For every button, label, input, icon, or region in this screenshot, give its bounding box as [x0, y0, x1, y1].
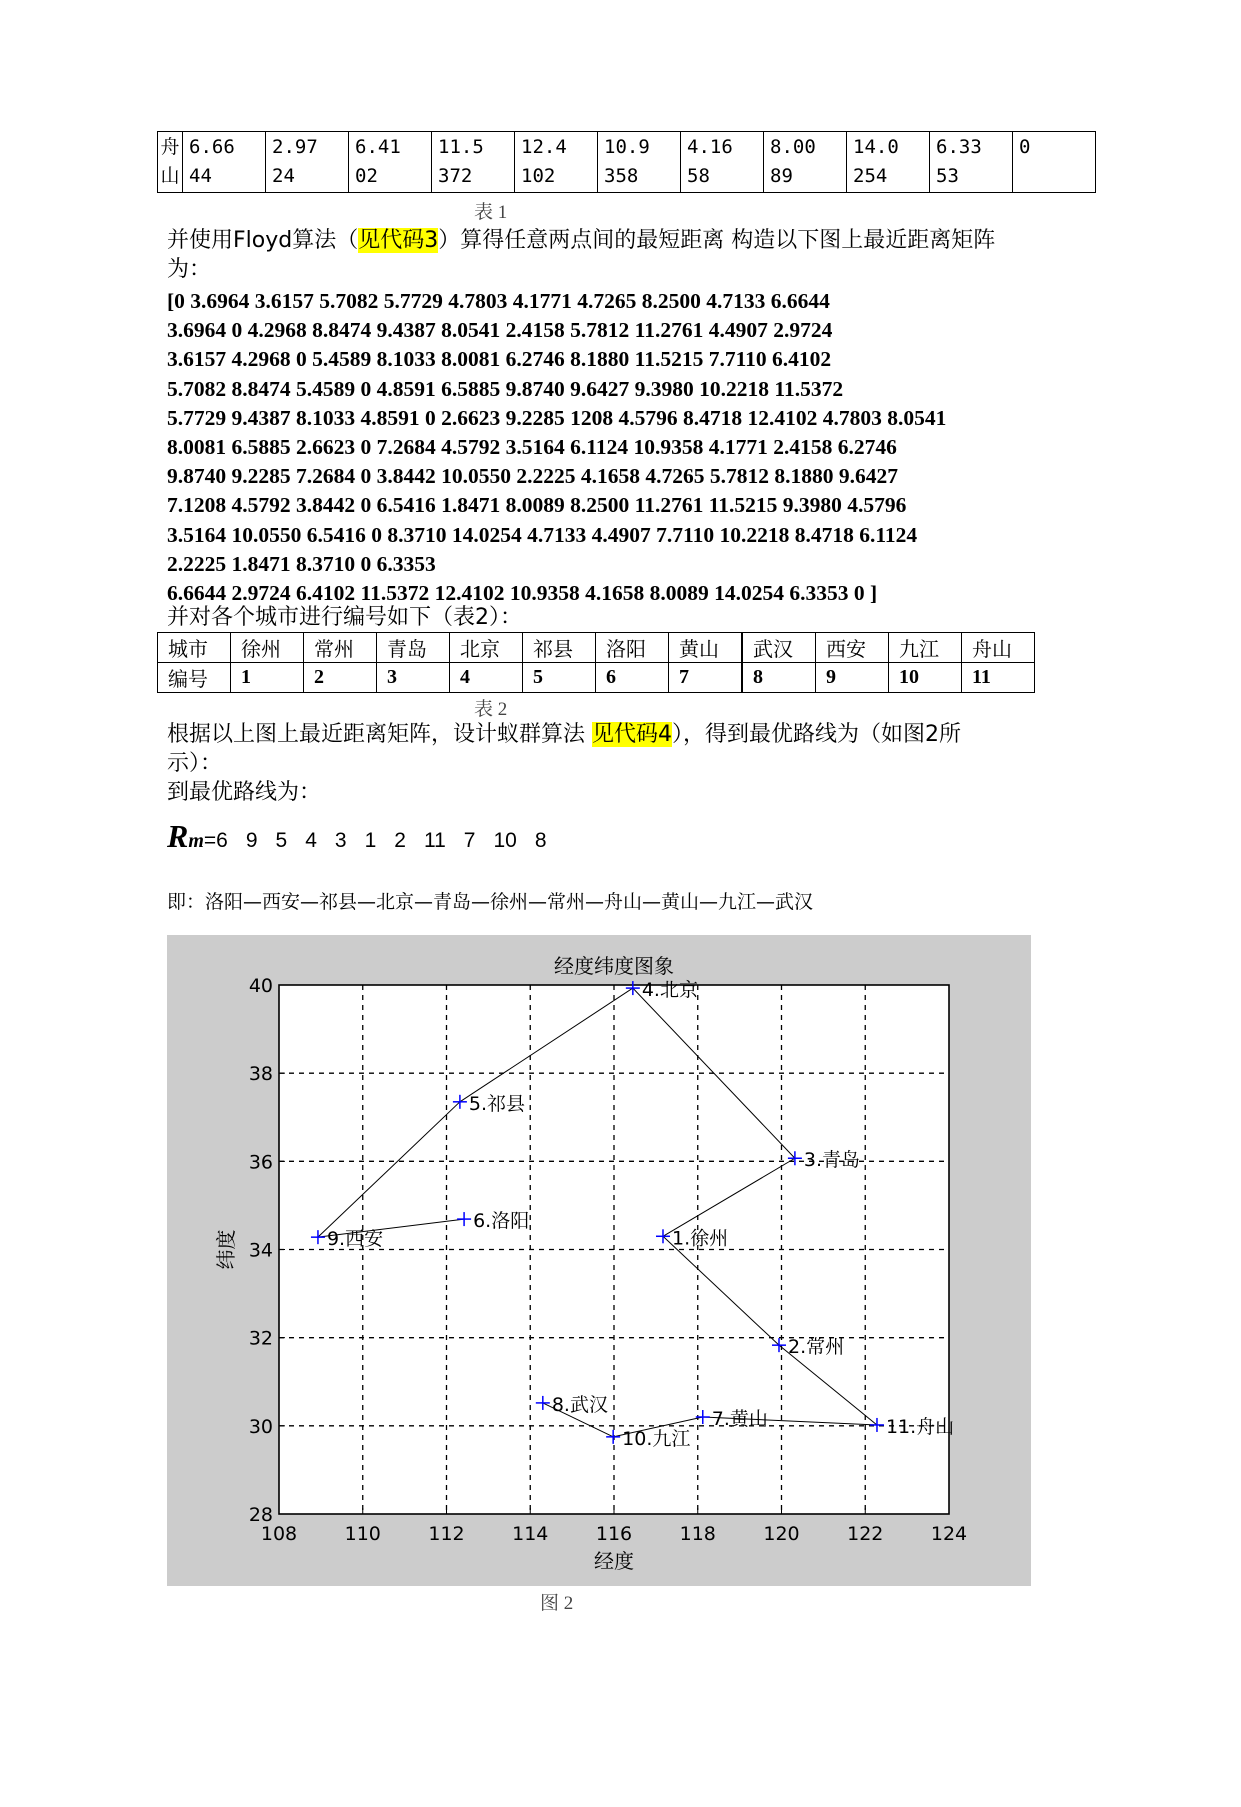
city-label: 11.舟山 — [885, 1415, 955, 1438]
distance-table-row-zhoushan — [157, 131, 1096, 193]
cell-line1: 4.16 — [687, 136, 733, 158]
cell-line1: 0 — [1019, 136, 1031, 158]
cell-line1: 6.41 — [355, 136, 401, 158]
table-cell — [681, 132, 764, 193]
table-cell — [349, 132, 432, 193]
row-label — [158, 132, 183, 193]
table-cell — [1013, 132, 1096, 193]
cell-line1: 6.33 — [936, 136, 982, 158]
table1-caption: 表 1 — [474, 202, 508, 223]
cell-line2: 24 — [272, 165, 295, 187]
para3-line2: 示）： — [167, 751, 223, 776]
para3-text-after: ），得到最优路线为（如图2所 — [672, 722, 961, 747]
numbering-paragraph: 并对各个城市进行编号如下（表2）： — [167, 605, 522, 630]
route-step: 10 — [493, 829, 517, 852]
cell-line2: 89 — [770, 165, 793, 187]
matrix-line: [0 3.6964 3.6157 5.7082 5.7729 4.7803 4.1771 4.7265 8.2500 4.7133 6.6644 — [167, 289, 830, 313]
city-cell: 洛阳 — [596, 633, 669, 663]
lat-lon-chart — [167, 935, 1031, 1586]
y-tick-label: 40 — [248, 975, 273, 997]
city-label: 2.常州 — [787, 1336, 845, 1359]
cell-line2: 02 — [355, 165, 378, 187]
route-step: 11 — [423, 829, 446, 852]
figure-panel — [167, 935, 1031, 1586]
matrix-line: 8.0081 6.5885 2.6623 0 7.2684 4.5792 3.5164 6.1124 10.9358 4.1771 2.4158 6.2746 — [167, 435, 897, 460]
cell-line1: 2.97 — [272, 136, 318, 158]
cell-line2: 358 — [604, 165, 639, 187]
code4-highlight: 见代码4 — [592, 722, 672, 747]
row-label-line2: 山 — [160, 165, 180, 187]
city-label: 3.青岛 — [803, 1149, 861, 1172]
cell-line2: 53 — [936, 165, 959, 187]
city-cell: 祁县 — [523, 633, 596, 663]
matrix-line: 9.8740 9.2285 7.2684 0 3.8442 10.0550 2.2225 4.1658 4.7265 5.7812 8.1880 9.6427 — [167, 464, 898, 489]
city-cell: 舟山 — [962, 633, 1035, 663]
x-tick-label: 116 — [595, 1523, 633, 1545]
city-cell: 徐州 — [231, 633, 304, 663]
number-cell: 4 — [450, 663, 523, 693]
number-cell: 8 — [742, 663, 816, 693]
x-tick-label: 122 — [847, 1523, 884, 1545]
y-tick-label: 28 — [248, 1504, 273, 1526]
matrix-line: 5.7082 8.8474 5.4589 0 4.8591 6.5885 9.8740 9.6427 9.3980 10.2218 11.5372 — [167, 376, 844, 401]
code3-highlight: 见代码3 — [358, 228, 439, 253]
route-equals: = — [203, 829, 217, 852]
city-number-table — [157, 632, 1035, 693]
cell-line2: 102 — [521, 165, 556, 187]
cell-line1: 8.00 — [770, 136, 816, 158]
table-cell — [598, 132, 681, 193]
x-axis-label: 经度 — [594, 1549, 634, 1573]
x-tick-label: 112 — [428, 1523, 465, 1545]
cell-line1: 11.5 — [438, 136, 484, 158]
distance-matrix — [167, 287, 946, 608]
route-sequence — [216, 829, 564, 852]
y-tick-label: 30 — [248, 1415, 273, 1438]
x-tick-label: 124 — [930, 1523, 968, 1545]
matrix-line: 7.1208 4.5792 3.8442 0 6.5416 1.8471 8.0089 8.2500 11.2761 11.5215 9.3980 4.5796 — [167, 493, 907, 518]
x-tick-label: 114 — [512, 1523, 549, 1545]
route-step: 4 — [305, 829, 317, 852]
x-tick-label: 120 — [763, 1523, 800, 1545]
number-cell: 10 — [889, 663, 962, 693]
para1-text-before: 并使用Floyd算法（ — [167, 228, 359, 253]
matrix-line: 3.6964 0 4.2968 8.8474 9.4387 8.0541 2.4158 5.7812 11.2761 4.4907 2.9724 — [167, 318, 833, 343]
cell-line1: 10.9 — [604, 136, 650, 158]
city-cell: 常州 — [304, 633, 377, 663]
city-cell: 青岛 — [377, 633, 450, 663]
cell-line2: 58 — [687, 165, 710, 187]
table-cell — [764, 132, 847, 193]
city-label: 5.祁县 — [468, 1092, 526, 1115]
table-cell — [847, 132, 930, 193]
matrix-line: 5.7729 9.4387 8.1033 4.8591 0 2.6623 9.2285 1208 4.5796 8.4718 12.4102 4.7803 8.0541 — [167, 405, 947, 430]
matrix-line: 3.5164 10.0550 6.5416 0 8.3710 14.0254 4.7133 4.4907 7.7110 10.2218 8.4718 6.1124 — [167, 522, 918, 547]
table-cell — [183, 132, 266, 193]
route-step: 6 — [216, 829, 228, 852]
route-step: 3 — [334, 829, 347, 852]
table2-caption: 表 2 — [474, 699, 508, 720]
city-cell: 西安 — [816, 633, 889, 663]
table-row-cities — [158, 633, 1035, 663]
number-cell: 9 — [816, 663, 889, 693]
city-label: 4.北京 — [641, 979, 698, 1002]
city-label: 1.徐州 — [671, 1227, 729, 1250]
header-cell-city: 城市 — [158, 633, 231, 663]
y-tick-label: 32 — [248, 1327, 273, 1350]
route-step: 9 — [245, 829, 258, 852]
x-tick-label: 108 — [260, 1523, 298, 1545]
city-label: 7.黄山 — [711, 1408, 768, 1431]
route-step: 8 — [534, 829, 547, 852]
route-step: 5 — [275, 829, 288, 852]
header-cell-number: 编号 — [158, 663, 231, 693]
number-cell: 1 — [231, 663, 304, 693]
table-row-numbers — [158, 663, 1035, 693]
optimal-route-sequence — [167, 818, 565, 855]
city-cell: 黄山 — [669, 633, 743, 663]
city-cell: 九江 — [889, 633, 962, 663]
route-subscript: m — [188, 830, 204, 852]
city-cell: 北京 — [450, 633, 523, 663]
matrix-line: 3.6157 4.2968 0 5.4589 8.1033 8.0081 6.2746 8.1880 11.5215 7.7110 6.4102 — [167, 347, 832, 372]
para1-line2: 为： — [167, 257, 212, 282]
number-cell: 7 — [669, 663, 743, 693]
number-cell: 3 — [377, 663, 450, 693]
para3-line3: 到最优路线为： — [167, 780, 322, 805]
city-label: 9.西安 — [326, 1228, 384, 1251]
y-tick-label: 36 — [248, 1151, 273, 1174]
cell-line1: 12.4 — [521, 136, 567, 158]
table-cell — [432, 132, 515, 193]
para3-text-before: 根据以上图上最近距离矩阵，设计蚁群算法 — [167, 722, 592, 747]
matrix-line: 6.6644 2.9724 6.4102 11.5372 12.4102 10.9358 4.1658 8.0089 14.0254 6.3353 0 ] — [167, 581, 878, 606]
route-step: 7 — [463, 829, 476, 852]
cell-line1: 6.66 — [189, 136, 235, 158]
city-label: 8.武汉 — [551, 1393, 608, 1416]
number-cell: 6 — [596, 663, 669, 693]
cell-line2: 372 — [438, 165, 473, 187]
x-tick-label: 118 — [679, 1523, 716, 1545]
para1-text-after: ）算得任意两点间的最短距离 构造以下图上最近距离矩阵 — [438, 228, 996, 253]
number-cell: 2 — [304, 663, 377, 693]
table-cell — [930, 132, 1013, 193]
table-row — [158, 132, 1096, 193]
row-label-line1: 舟 — [160, 136, 180, 158]
floyd-paragraph — [167, 226, 1097, 284]
route-step: 2 — [394, 829, 406, 852]
route-city-names: 即：洛阳—西安—祁县—北京—青岛—徐州—常州—舟山—黄山—九江—武汉 — [167, 891, 814, 913]
route-symbol: R — [167, 818, 189, 854]
cell-line2: 44 — [189, 165, 212, 187]
city-cell: 武汉 — [742, 633, 816, 663]
chart-title: 经度纬度图象 — [554, 954, 674, 978]
figure2-caption: 图 2 — [540, 1593, 574, 1614]
city-label: 6.洛阳 — [473, 1210, 530, 1233]
x-tick-label: 110 — [344, 1523, 381, 1545]
matrix-line: 2.2225 1.8471 8.3710 0 6.3353 — [167, 551, 436, 576]
city-label: 10.九江 — [622, 1427, 691, 1450]
number-cell: 11 — [962, 663, 1035, 693]
route-step: 1 — [364, 829, 377, 852]
y-tick-label: 38 — [248, 1063, 273, 1086]
y-tick-label: 34 — [248, 1239, 273, 1262]
table-cell — [515, 132, 598, 193]
cell-line1: 14.0 — [853, 136, 899, 158]
table-cell — [266, 132, 349, 193]
y-axis-label: 纬度 — [214, 1229, 238, 1270]
ant-colony-paragraph — [167, 720, 1097, 807]
cell-line2: 254 — [853, 165, 888, 187]
number-cell: 5 — [523, 663, 596, 693]
